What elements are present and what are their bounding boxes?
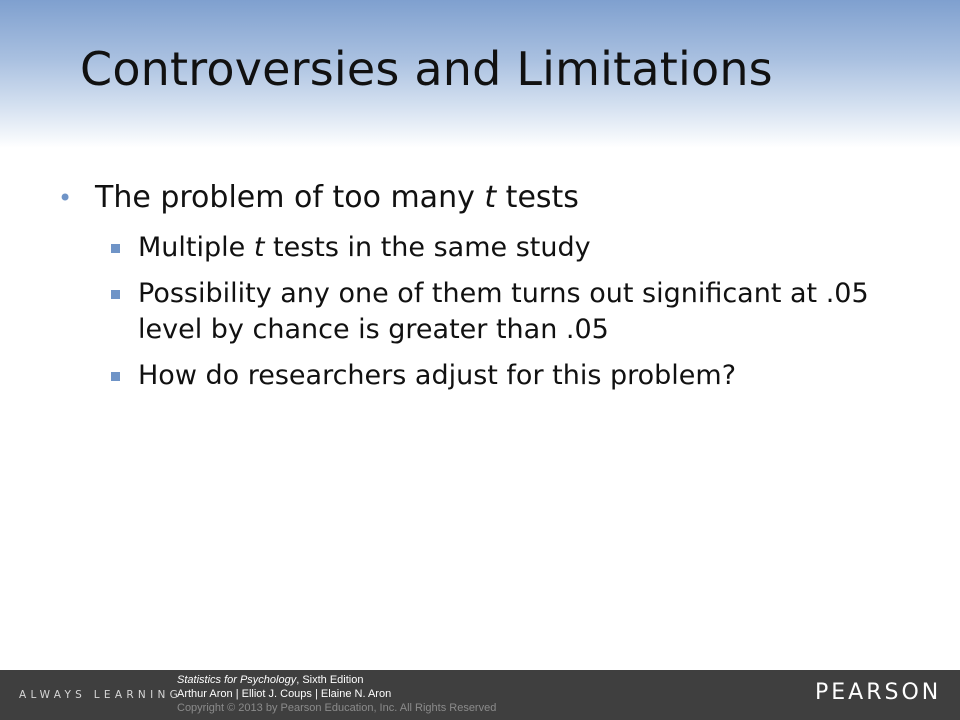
slide-body	[58, 176, 918, 394]
bullet-text-italic-t: t	[484, 180, 497, 215]
square-bullet-icon	[111, 244, 120, 253]
bullet-text-pre: The problem of too many	[95, 180, 485, 215]
pearson-logo: PEARSON	[815, 680, 942, 705]
slide-title: Controversies and Limitations	[80, 42, 773, 96]
bullet-item	[58, 176, 918, 220]
sub-bullet-text	[138, 230, 918, 266]
sub-bullet-text-post: tests in the same study	[264, 232, 591, 263]
sub-bullet-item	[58, 276, 918, 348]
footer-book-line	[177, 673, 496, 687]
sub-bullet-text-italic-t: t	[253, 232, 265, 263]
footer-authors: Arthur Aron | Elliot J. Coups | Elaine N. Aron	[177, 688, 392, 700]
bullet-text	[95, 176, 918, 220]
footer-edition: , Sixth Edition	[296, 674, 364, 686]
sub-bullet-item	[58, 230, 918, 266]
square-bullet-icon	[111, 290, 120, 299]
footer-bar	[0, 670, 960, 720]
sub-bullet-text: Possibility any one of them turns out significant at .05 level by chance is greater than .05	[138, 278, 869, 345]
sub-bullet-text: How do researchers adjust for this problem?	[138, 360, 737, 391]
square-bullet-icon	[111, 372, 120, 381]
footer-tagline: ALWAYS LEARNING	[19, 689, 183, 701]
sub-bullet-text-pre: Multiple	[138, 232, 254, 263]
bullet-dot-icon: •	[58, 184, 73, 212]
sub-bullet-item	[58, 358, 918, 394]
bullet-text-post: tests	[496, 180, 579, 215]
footer-copyright: Copyright © 2013 by Pearson Education, Inc. All Rights Reserved	[177, 702, 497, 714]
footer-book-title: Statistics for Psychology	[177, 674, 297, 686]
footer-credit	[177, 673, 496, 715]
